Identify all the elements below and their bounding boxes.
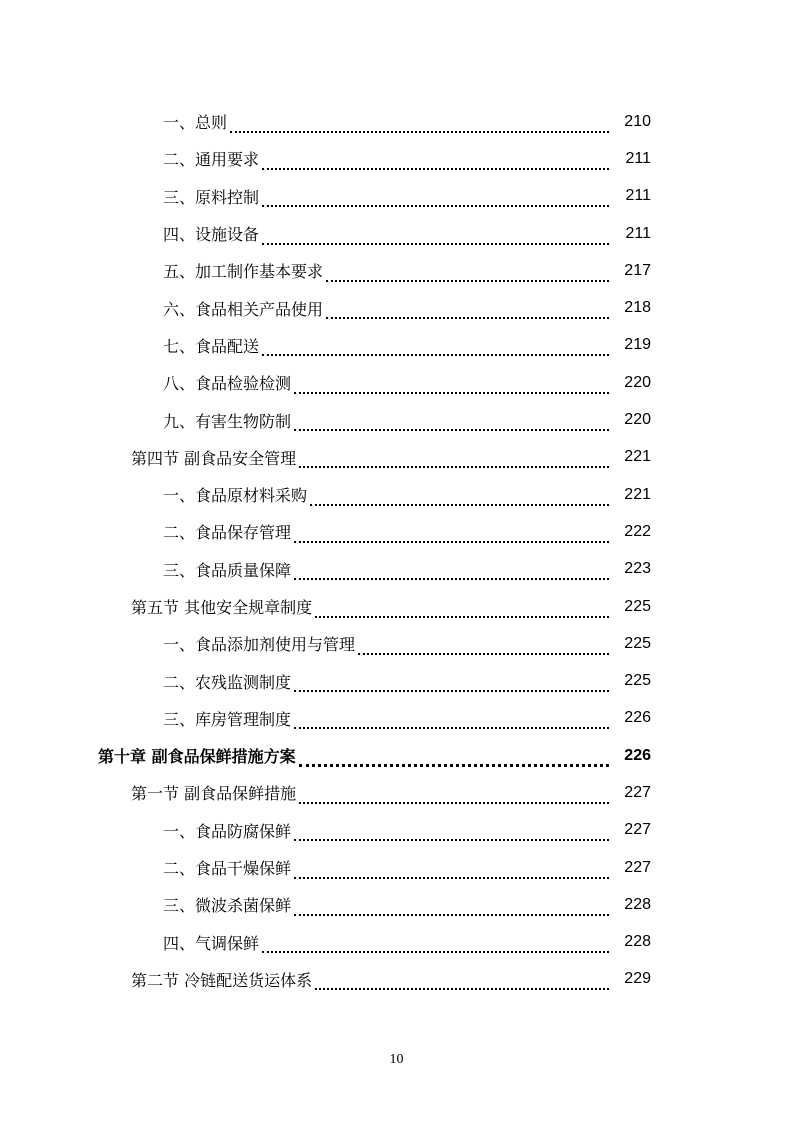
- toc-subsection-entry[interactable]: [0, 364, 793, 401]
- toc-subsection-entry[interactable]: [0, 849, 793, 886]
- toc-dot-leader: [299, 788, 609, 804]
- toc-dot-leader: [294, 378, 609, 394]
- toc-entry-label: 三、微波杀菌保鲜: [163, 893, 294, 916]
- toc-entry-label: 二、食品保存管理: [163, 520, 294, 543]
- toc-dot-leader: [299, 452, 609, 468]
- toc-entry-label: 三、库房管理制度: [163, 707, 294, 730]
- toc-entry-page: 211: [625, 224, 651, 242]
- toc-entry-label: 三、原料控制: [163, 185, 262, 208]
- toc-entry-page: 226: [624, 746, 651, 764]
- toc-subsection-entry[interactable]: [0, 662, 793, 699]
- toc-entry-page: 229: [624, 970, 651, 988]
- toc-dot-leader: [294, 900, 609, 916]
- toc-dot-leader: [262, 191, 609, 207]
- toc-subsection-entry[interactable]: [0, 103, 793, 140]
- toc-dot-leader: [326, 303, 609, 319]
- toc-dot-leader: [294, 527, 609, 543]
- toc-subsection-entry[interactable]: [0, 551, 793, 588]
- toc-entry-page: 228: [624, 895, 651, 913]
- toc-entry-page: 219: [624, 336, 651, 354]
- toc-dot-leader: [262, 937, 609, 953]
- toc-dot-leader: [230, 117, 609, 133]
- toc-subsection-entry[interactable]: [0, 513, 793, 550]
- toc-subsection-entry[interactable]: [0, 178, 793, 215]
- toc-entry-page: 217: [624, 261, 651, 279]
- toc-entry-label: 五、加工制作基本要求: [163, 259, 326, 282]
- toc-section-entry[interactable]: [0, 961, 793, 998]
- toc-dot-leader: [262, 154, 609, 170]
- toc-entry-label: 七、食品配送: [163, 334, 262, 357]
- toc-entry-label: 二、农残监测制度: [163, 670, 294, 693]
- page-number: 10: [389, 1052, 404, 1067]
- toc-subsection-entry[interactable]: [0, 401, 793, 438]
- toc-dot-leader: [315, 602, 609, 618]
- toc-entry-page: 225: [624, 597, 651, 615]
- toc-subsection-entry[interactable]: [0, 812, 793, 849]
- toc-entry-page: 211: [625, 187, 651, 205]
- toc-entry-label: 第二节 冷链配送货运体系: [131, 968, 315, 991]
- toc-entry-label: 九、有害生物防制: [163, 409, 294, 432]
- toc-dot-leader: [315, 974, 609, 990]
- toc-dot-leader: [294, 863, 609, 879]
- toc-entry-label: 第一节 副食品保鲜措施: [131, 781, 299, 804]
- toc-dot-leader: [294, 564, 609, 580]
- toc-entry-label: 六、食品相关产品使用: [163, 297, 326, 320]
- toc-entry-page: 225: [624, 634, 651, 652]
- toc-entry-label: 四、气调保鲜: [163, 931, 262, 954]
- toc-entry-label: 一、食品防腐保鲜: [163, 819, 294, 842]
- toc-entry-label: 二、食品干燥保鲜: [163, 856, 294, 879]
- toc-subsection-entry[interactable]: [0, 140, 793, 177]
- toc-entry-page: 227: [624, 858, 651, 876]
- toc-entry-page: 226: [624, 709, 651, 727]
- toc-section-entry[interactable]: [0, 774, 793, 811]
- toc-entry-page: 221: [624, 485, 651, 503]
- toc-subsection-entry[interactable]: [0, 289, 793, 326]
- toc-entry-page: 227: [624, 783, 651, 801]
- toc-subsection-entry[interactable]: [0, 625, 793, 662]
- toc-entry-page: 220: [624, 411, 651, 429]
- toc-chapter-entry[interactable]: [0, 737, 793, 774]
- toc-entry-label: 二、通用要求: [163, 147, 262, 170]
- toc-entry-label: 三、食品质量保障: [163, 558, 294, 581]
- toc-entry-label: 四、设施设备: [163, 222, 262, 245]
- toc-dot-leader: [294, 825, 609, 841]
- toc-subsection-entry[interactable]: [0, 252, 793, 289]
- toc-entry-page: 223: [624, 560, 651, 578]
- toc-entry-label: 第五节 其他安全规章制度: [131, 595, 315, 618]
- table-of-contents: [0, 103, 793, 998]
- toc-dot-leader: [299, 750, 609, 767]
- toc-entry-page: 222: [624, 522, 651, 540]
- toc-entry-page: 227: [624, 821, 651, 839]
- toc-dot-leader: [294, 415, 609, 431]
- toc-dot-leader: [262, 229, 609, 245]
- toc-entry-page: 210: [624, 112, 651, 130]
- toc-entry-page: 225: [624, 672, 651, 690]
- toc-entry-page: 220: [624, 373, 651, 391]
- toc-entry-page: 228: [624, 933, 651, 951]
- toc-subsection-entry[interactable]: [0, 476, 793, 513]
- toc-section-entry[interactable]: [0, 439, 793, 476]
- toc-subsection-entry[interactable]: [0, 327, 793, 364]
- toc-entry-page: 221: [624, 448, 651, 466]
- toc-entry-label: 八、食品检验检测: [163, 371, 294, 394]
- toc-subsection-entry[interactable]: [0, 886, 793, 923]
- toc-entry-label: 一、食品原材料采购: [163, 483, 310, 506]
- toc-entry-page: 218: [624, 299, 651, 317]
- toc-subsection-entry[interactable]: [0, 700, 793, 737]
- toc-entry-label: 一、食品添加剂使用与管理: [163, 632, 358, 655]
- toc-dot-leader: [294, 713, 609, 729]
- toc-subsection-entry[interactable]: [0, 924, 793, 961]
- toc-dot-leader: [294, 676, 609, 692]
- toc-section-entry[interactable]: [0, 588, 793, 625]
- toc-entry-page: 211: [625, 149, 651, 167]
- toc-subsection-entry[interactable]: [0, 215, 793, 252]
- toc-entry-label: 第四节 副食品安全管理: [131, 446, 299, 469]
- toc-dot-leader: [310, 490, 609, 506]
- toc-entry-label: 第十章 副食品保鲜措施方案: [98, 744, 299, 767]
- toc-entry-label: 一、总则: [163, 110, 230, 133]
- toc-dot-leader: [358, 639, 609, 655]
- toc-dot-leader: [262, 340, 609, 356]
- toc-dot-leader: [326, 266, 609, 282]
